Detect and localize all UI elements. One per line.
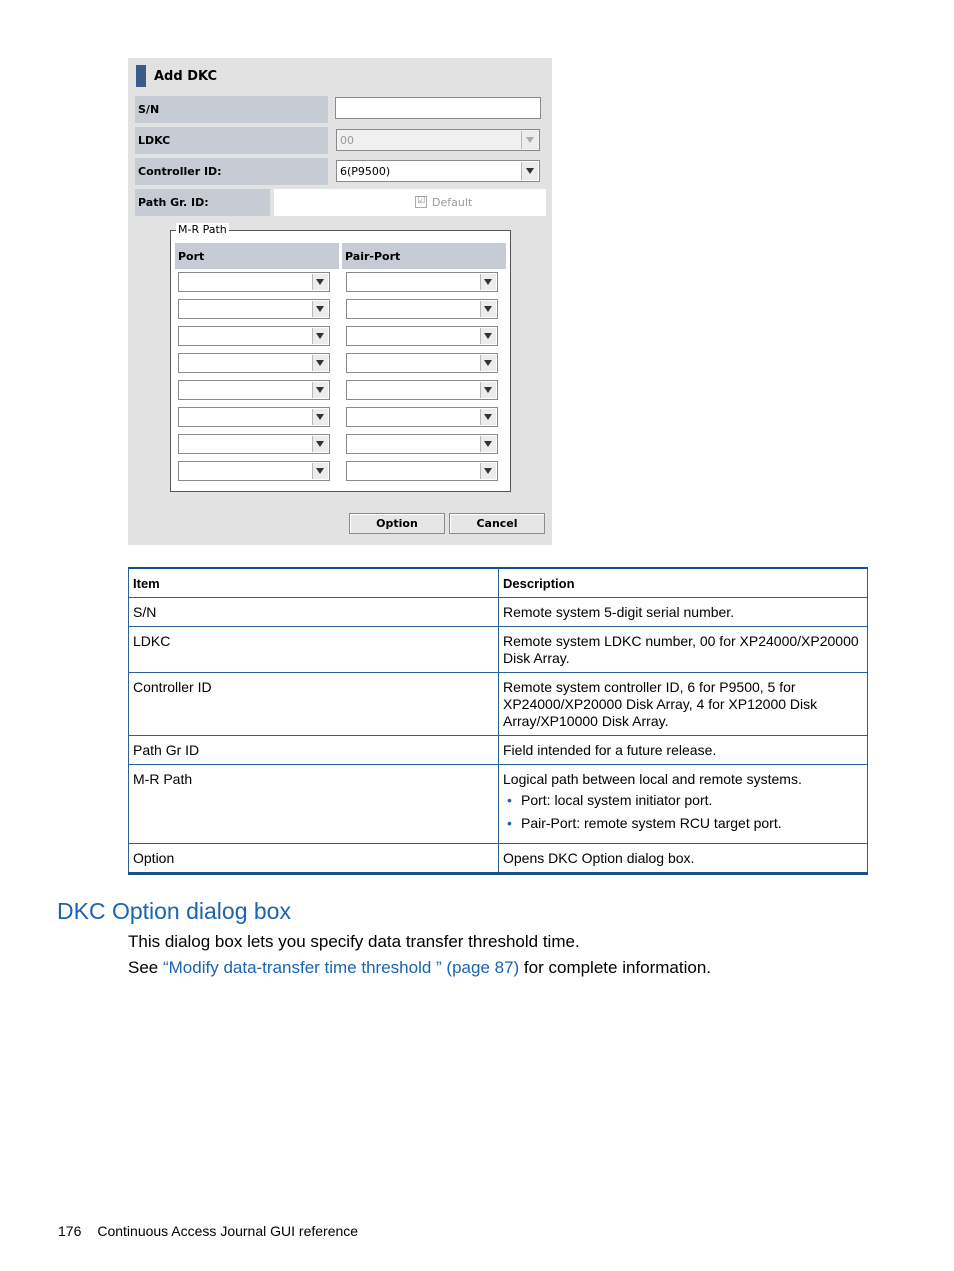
ldkc-select[interactable]: [336, 129, 540, 151]
chevron-down-icon: [521, 162, 538, 180]
port-select[interactable]: [178, 434, 330, 454]
dialog-title: [136, 64, 217, 88]
default-checkbox[interactable]: ☑: [416, 196, 426, 206]
port-column-header: Port: [175, 243, 339, 269]
chevron-down-icon: [480, 409, 496, 425]
bullet-list: [503, 792, 863, 832]
page-footer: [58, 1223, 358, 1239]
port-select[interactable]: [178, 299, 330, 319]
chevron-down-icon: [312, 301, 328, 317]
mr-path-legend: M-R Path: [178, 223, 227, 236]
chevron-down-icon: [312, 328, 328, 344]
description-cell: Remote system 5-digit serial number.: [499, 598, 868, 627]
pair-port-select[interactable]: [346, 299, 498, 319]
table-row: [129, 673, 868, 736]
footer-title: Continuous Access Journal GUI reference: [97, 1223, 359, 1239]
default-checkbox-label: Default: [432, 196, 473, 209]
path-gr-id-label: Path Gr. ID:: [135, 189, 270, 216]
item-cell: Path Gr ID: [129, 736, 499, 765]
pair-port-select[interactable]: [346, 353, 498, 373]
chevron-down-icon: [480, 382, 496, 398]
page-number: 176: [58, 1223, 82, 1239]
item-description-table: [128, 567, 868, 875]
pair-port-select[interactable]: [346, 272, 498, 292]
controller-id-select[interactable]: [336, 160, 540, 182]
chevron-down-icon: [312, 463, 328, 479]
table-header-row: [129, 568, 868, 598]
ldkc-label: LDKC: [135, 127, 328, 154]
option-button[interactable]: Option: [349, 513, 445, 534]
list-item: • Port: local system initiator port.: [521, 792, 863, 809]
table-row: [129, 627, 868, 673]
port-select[interactable]: [178, 461, 330, 481]
chevron-down-icon: [480, 436, 496, 452]
port-select[interactable]: [178, 407, 330, 427]
table-row: [129, 736, 868, 765]
port-select[interactable]: [178, 272, 330, 292]
cancel-button[interactable]: Cancel: [449, 513, 545, 534]
pair-port-column-header: Pair-Port: [342, 243, 506, 269]
table-row: [129, 765, 868, 844]
sn-label: S/N: [135, 96, 328, 123]
chevron-down-icon: [480, 355, 496, 371]
cross-reference-link[interactable]: “Modify data-transfer time threshold ” (page 87): [162, 958, 520, 977]
section-heading: DKC Option dialog box: [57, 898, 291, 924]
description-cell: Remote system controller ID, 6 for P9500, 5 for XP24000/XP20000 Disk Array, 4 for XP12000 Disk Array/XP10000 Disk Array.: [499, 673, 868, 736]
item-cell: S/N: [129, 598, 499, 627]
pair-port-select[interactable]: [346, 407, 498, 427]
see-prefix: See: [128, 958, 163, 977]
chevron-down-icon: [480, 328, 496, 344]
add-dkc-dialog: [128, 58, 552, 545]
see-suffix: for complete information.: [519, 958, 712, 977]
table-row: [129, 598, 868, 627]
chevron-down-icon: [312, 274, 328, 290]
sn-input[interactable]: [335, 97, 541, 119]
chevron-down-icon: [312, 355, 328, 371]
description-cell: Opens DKC Option dialog box.: [499, 844, 868, 874]
table-row: [129, 844, 868, 874]
mr-path-grid: [175, 243, 506, 491]
item-cell: Option: [129, 844, 499, 874]
section-paragraph-see: [128, 958, 711, 978]
chevron-down-icon: [312, 409, 328, 425]
list-item: • Pair-Port: remote system RCU target port.: [521, 815, 863, 832]
port-select[interactable]: [178, 326, 330, 346]
description-cell: Remote system LDKC number, 00 for XP24000/XP20000 Disk Array.: [499, 627, 868, 673]
port-select[interactable]: [178, 380, 330, 400]
pair-port-select[interactable]: [346, 326, 498, 346]
section-paragraph: This dialog box lets you specify data transfer threshold time.: [128, 932, 580, 951]
item-cell: LDKC: [129, 627, 499, 673]
title-accent-bar: [136, 65, 146, 87]
chevron-down-icon: [480, 301, 496, 317]
chevron-down-icon: [312, 436, 328, 452]
chevron-down-icon: [521, 131, 538, 149]
chevron-down-icon: [480, 274, 496, 290]
chevron-down-icon: [312, 382, 328, 398]
description-header: Description: [499, 568, 868, 598]
item-header: Item: [129, 568, 499, 598]
description-cell: [499, 765, 868, 844]
controller-id-label: Controller ID:: [135, 158, 328, 185]
description-text: Logical path between local and remote systems.: [503, 771, 802, 787]
pair-port-select[interactable]: [346, 461, 498, 481]
controller-id-value: 6(P9500): [340, 165, 391, 178]
pair-port-select[interactable]: [346, 434, 498, 454]
item-cell: Controller ID: [129, 673, 499, 736]
item-cell: M-R Path: [129, 765, 499, 844]
ldkc-value: 00: [340, 134, 354, 147]
dialog-title-text: Add DKC: [154, 68, 218, 84]
description-cell: Field intended for a future release.: [499, 736, 868, 765]
mr-path-group: [170, 230, 511, 492]
path-gr-id-field: [274, 189, 546, 216]
pair-port-select[interactable]: [346, 380, 498, 400]
chevron-down-icon: [480, 463, 496, 479]
port-select[interactable]: [178, 353, 330, 373]
